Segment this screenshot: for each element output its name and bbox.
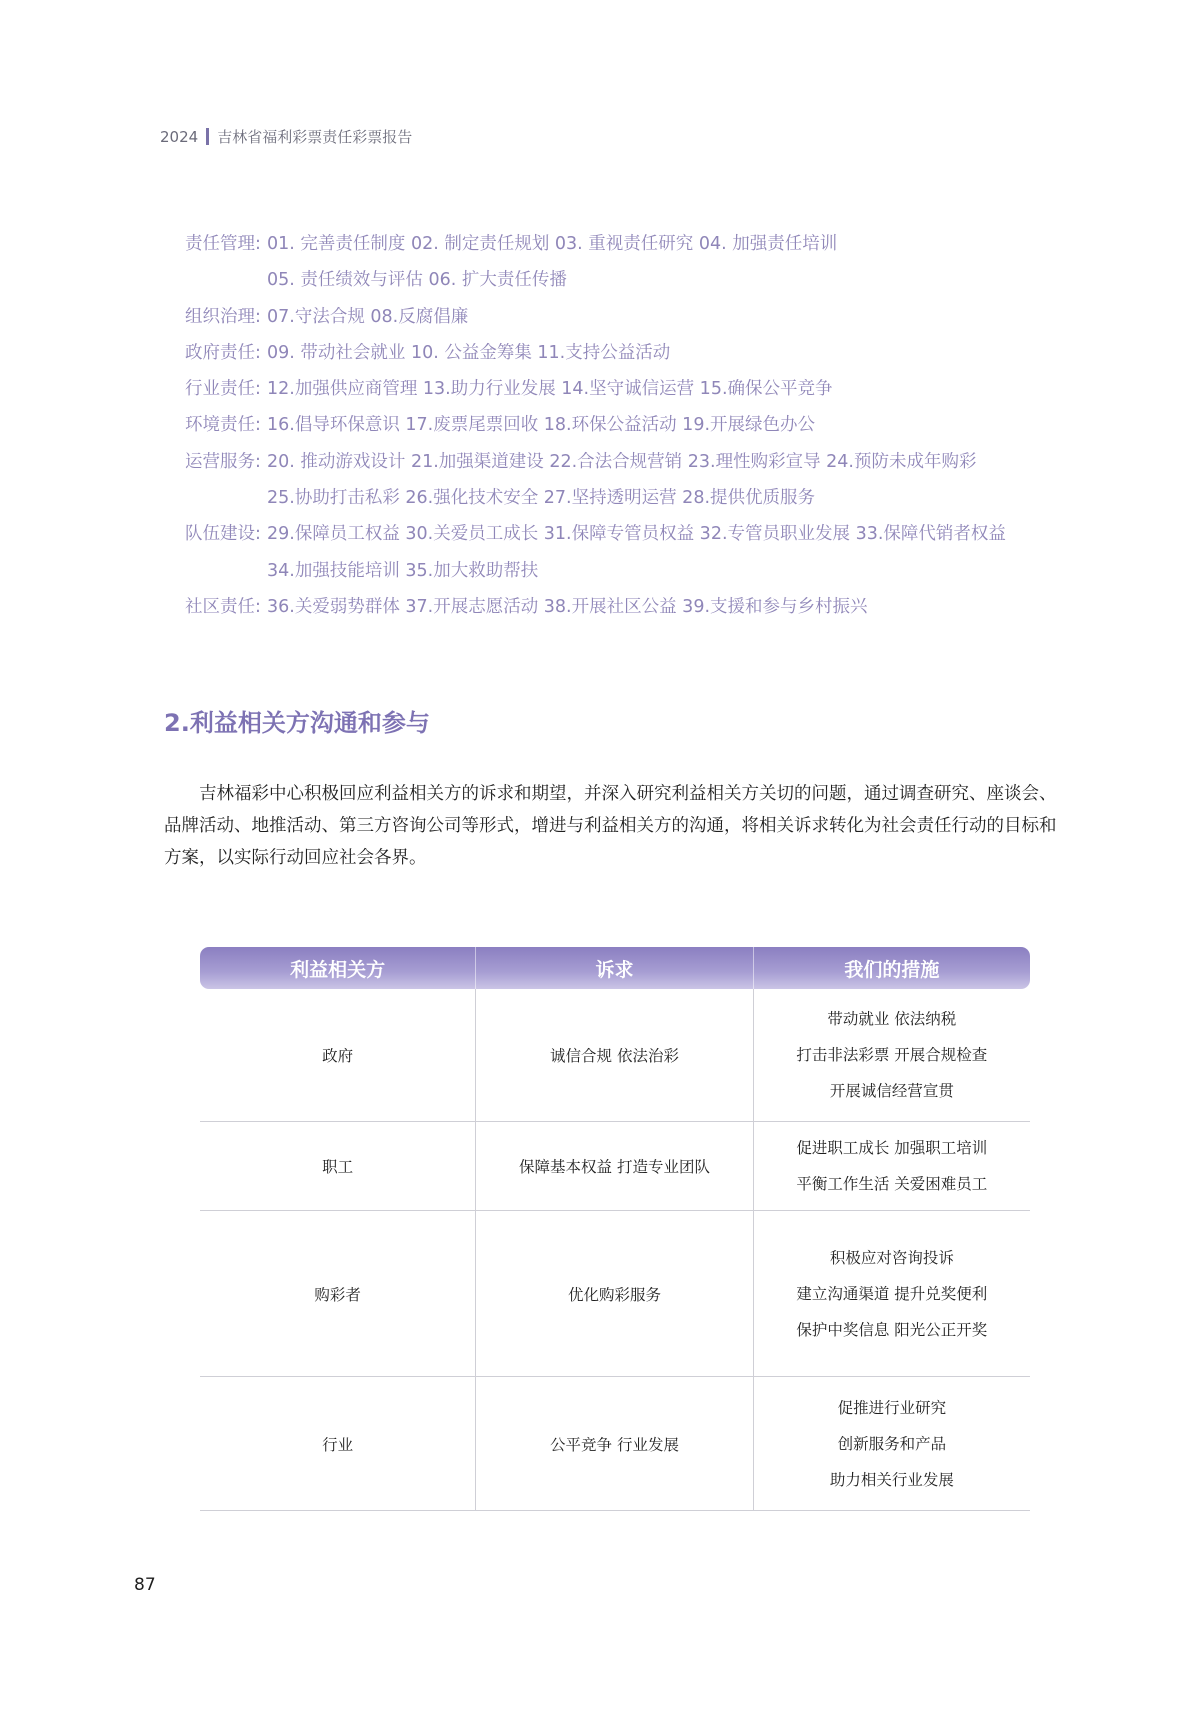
cell-measures xyxy=(753,1377,1030,1510)
measure-item: 促推进行业研究 xyxy=(837,1398,947,1417)
measure-item: 创新服务和产品 xyxy=(837,1434,947,1453)
cell-demand: 公平竞争 行业发展 xyxy=(475,1377,752,1510)
header-demand: 诉求 xyxy=(475,947,752,989)
duty-items: 09. 带动社会就业 10. 公益金筹集 11.支持公益活动 xyxy=(267,342,671,363)
duty-category: 组织治理: xyxy=(185,306,261,327)
cell-demand: 保障基本权益 打造专业团队 xyxy=(475,1122,752,1210)
duty-row xyxy=(185,226,1006,262)
header-divider xyxy=(206,128,209,145)
duty-row xyxy=(185,480,1006,516)
duty-row xyxy=(185,335,1006,371)
table-row xyxy=(200,1122,1030,1211)
duty-items: 20. 推动游戏设计 21.加强渠道建设 22.合法合规营销 23.理性购彩宣导 24.预防未成年购彩 xyxy=(267,451,977,472)
header-year: 2024 xyxy=(160,127,199,146)
duty-category xyxy=(185,553,267,589)
duty-items: 34.加强技能培训 35.加大救助帮扶 xyxy=(267,560,539,581)
duty-items: 01. 完善责任制度 02. 制定责任规划 03. 重视责任研究 04. 加强责任培训 xyxy=(267,234,838,254)
duty-items: 29.保障员工权益 30.关爱员工成长 31.保障专管员权益 32.专管员职业发展 33.保障代销者权益 xyxy=(267,524,1006,545)
duty-row xyxy=(185,553,1006,589)
duty-category: 社区责任: xyxy=(185,596,261,617)
page-number: 87 xyxy=(134,1575,156,1595)
cell-demand: 诚信合规 依法治彩 xyxy=(475,989,752,1121)
table-header xyxy=(200,947,1030,989)
measure-item: 促进职工成长 加强职工培训 xyxy=(796,1139,988,1157)
cell-measures xyxy=(753,1211,1030,1376)
duty-category: 队伍建设: xyxy=(185,524,261,545)
duty-category: 运营服务: xyxy=(185,451,261,472)
table-row xyxy=(200,1377,1030,1511)
duty-items: 07.守法合规 08.反腐倡廉 xyxy=(267,306,469,327)
cell-stakeholder: 购彩者 xyxy=(314,1285,361,1304)
page-header xyxy=(160,126,412,147)
measure-item: 建立沟通渠道 提升兑奖便利 xyxy=(796,1284,988,1303)
stakeholder-table xyxy=(200,947,1030,1511)
duty-items: 12.加强供应商管理 13.助力行业发展 14.坚守诚信运营 15.确保公平竞争 xyxy=(267,379,833,400)
cell-stakeholder: 政府 xyxy=(322,1047,354,1065)
duty-category: 政府责任: xyxy=(185,342,261,363)
duty-items: 05. 责任绩效与评估 06. 扩大责任传播 xyxy=(267,270,567,291)
measure-item: 保护中奖信息 阳光公正开奖 xyxy=(796,1320,988,1339)
duty-category: 行业责任: xyxy=(185,379,261,400)
header-report-title: 吉林省福利彩票责任彩票报告 xyxy=(217,128,413,146)
duty-category: 责任管理: xyxy=(185,234,261,254)
table-row xyxy=(200,989,1030,1122)
measure-item: 带动就业 依法纳税 xyxy=(827,1010,957,1028)
responsibility-list xyxy=(185,226,1006,625)
duty-row xyxy=(185,589,1006,625)
header-stakeholder: 利益相关方 xyxy=(290,958,386,981)
duty-category: 环境责任: xyxy=(185,415,261,436)
duty-category xyxy=(185,480,267,516)
duty-row xyxy=(185,262,1006,298)
table-row xyxy=(200,1211,1030,1377)
duty-items: 16.倡导环保意识 17.废票尾票回收 18.环保公益活动 19.开展绿色办公 xyxy=(267,415,816,436)
section-title: 2.利益相关方沟通和参与 xyxy=(164,709,430,737)
cell-stakeholder: 职工 xyxy=(322,1158,354,1176)
header-measures: 我们的措施 xyxy=(753,947,1030,989)
cell-measures xyxy=(753,1122,1030,1210)
duty-items: 25.协助打击私彩 26.强化技术安全 27.坚持透明运营 28.提供优质服务 xyxy=(267,488,816,509)
duty-row xyxy=(185,371,1006,407)
duty-row xyxy=(185,299,1006,335)
intro-paragraph: 吉林福彩中心积极回应利益相关方的诉求和期望，并深入研究利益相关方关切的问题，通过调查研究、座谈会、品牌活动、地推活动、第三方咨询公司等形式，增进与利益相关方的沟通，将相关诉求转化为社会责任行动的目标和方案，以实际行动回应社会各界。 xyxy=(164,784,1057,868)
duty-row xyxy=(185,516,1006,552)
duty-row xyxy=(185,444,1006,480)
duty-category xyxy=(185,262,267,298)
cell-stakeholder: 行业 xyxy=(322,1435,354,1454)
measure-item: 助力相关行业发展 xyxy=(829,1470,954,1489)
duty-items: 36.关爱弱势群体 37.开展志愿活动 38.开展社区公益 39.支援和参与乡村振兴 xyxy=(267,596,868,617)
measure-item: 开展诚信经营宣贯 xyxy=(829,1082,954,1100)
cell-demand: 优化购彩服务 xyxy=(475,1211,752,1376)
duty-row xyxy=(185,407,1006,443)
measure-item: 平衡工作生活 关爱困难员工 xyxy=(796,1175,988,1193)
measure-item: 打击非法彩票 开展合规检查 xyxy=(796,1046,988,1064)
cell-measures xyxy=(753,989,1030,1121)
measure-item: 积极应对咨询投诉 xyxy=(829,1248,954,1267)
